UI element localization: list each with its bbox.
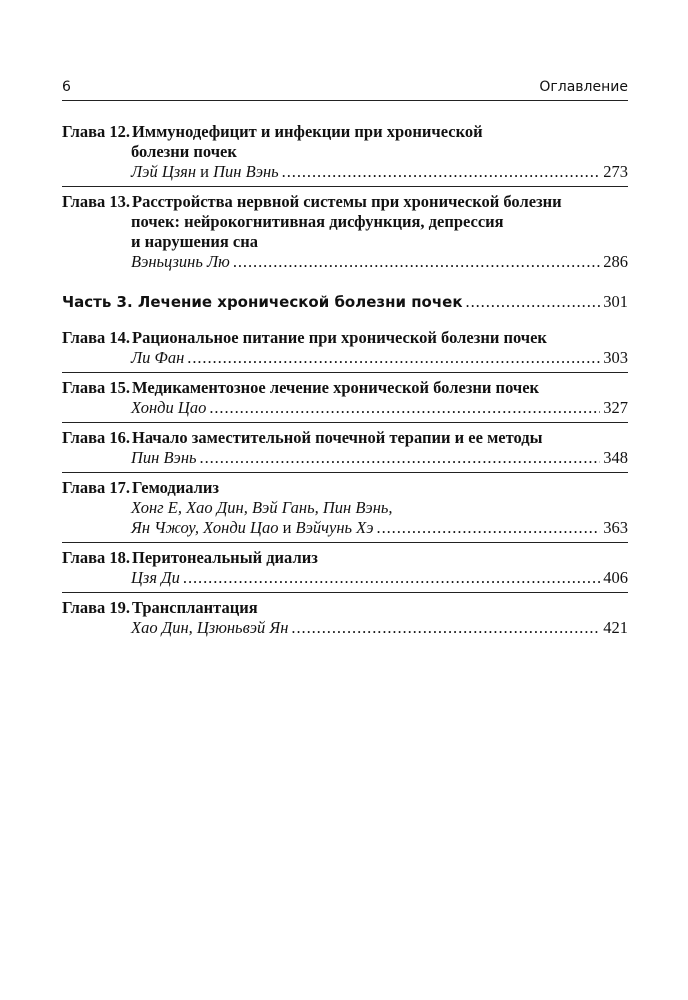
chapter-authors: Цзя Ди bbox=[131, 568, 180, 587]
chapter-title-cont: болезни почек bbox=[131, 142, 237, 161]
toc-entry-chapter-16[interactable] bbox=[62, 428, 628, 473]
page-ref: 301 bbox=[603, 292, 628, 311]
toc-entry-chapter-14[interactable] bbox=[62, 328, 628, 373]
toc-entry-chapter-15[interactable] bbox=[62, 378, 628, 423]
chapter-label: Глава 17. bbox=[62, 478, 131, 497]
section-title: Оглавление bbox=[539, 79, 628, 95]
page-ref: 327 bbox=[603, 398, 628, 417]
toc-entry-chapter-18[interactable] bbox=[62, 548, 628, 593]
dot-leader bbox=[183, 568, 600, 588]
chapter-label: Глава 16. bbox=[62, 428, 131, 447]
page-ref: 273 bbox=[603, 162, 628, 181]
chapter-label: Глава 18. bbox=[62, 548, 131, 567]
dot-leader bbox=[187, 348, 600, 368]
page-ref: 348 bbox=[603, 448, 628, 467]
page-ref: 303 bbox=[603, 348, 628, 367]
chapter-authors-cont bbox=[131, 518, 374, 538]
chapter-authors: Хонди Цао bbox=[131, 398, 207, 417]
dot-leader bbox=[209, 398, 600, 418]
author-conjunction: и bbox=[278, 518, 296, 537]
header-rule bbox=[62, 100, 628, 101]
chapter-title: Рациональное питание при хронической болезни почек bbox=[132, 328, 547, 347]
dot-leader bbox=[233, 252, 600, 272]
chapter-title: Трансплантация bbox=[132, 598, 258, 617]
dot-leader bbox=[291, 618, 600, 638]
page-ref: 406 bbox=[603, 568, 628, 587]
toc-entry-chapter-19[interactable] bbox=[62, 598, 628, 642]
author: Лэй Цзян bbox=[131, 162, 197, 181]
chapter-authors bbox=[131, 162, 279, 182]
chapter-authors: Ли Фан bbox=[131, 348, 185, 367]
author: Пин Вэнь bbox=[213, 162, 279, 181]
page-ref: 286 bbox=[603, 252, 628, 271]
chapter-label: Глава 19. bbox=[62, 598, 131, 617]
chapter-label: Глава 15. bbox=[62, 378, 131, 397]
toc-entry-chapter-12[interactable] bbox=[62, 122, 628, 187]
dot-leader bbox=[200, 448, 601, 468]
chapter-title: Иммунодефицит и инфекции при хронической bbox=[132, 122, 483, 141]
chapter-title: Перитонеальный диализ bbox=[132, 548, 318, 567]
page-ref: 363 bbox=[603, 518, 628, 537]
chapter-authors: Вэньцзинь Лю bbox=[131, 252, 230, 271]
chapter-title: Начало заместительной почечной терапии и ее методы bbox=[132, 428, 543, 447]
chapter-label: Глава 14. bbox=[62, 328, 131, 347]
chapter-label: Глава 12. bbox=[62, 122, 131, 141]
table-of-contents bbox=[62, 122, 628, 647]
chapter-title: Расстройства нервной системы при хронической болезни bbox=[132, 192, 562, 211]
page-ref: 421 bbox=[603, 618, 628, 637]
toc-entry-chapter-13[interactable] bbox=[62, 192, 628, 276]
chapter-label: Глава 13. bbox=[62, 192, 131, 211]
author-conjunction: и bbox=[196, 162, 214, 181]
chapter-authors: Пин Вэнь bbox=[131, 448, 197, 467]
chapter-title-cont: и нарушения сна bbox=[131, 232, 258, 251]
chapter-authors: Хао Дин, Цзюньвэй Ян bbox=[131, 618, 289, 637]
dot-leader bbox=[282, 162, 601, 182]
dot-leader bbox=[377, 518, 601, 538]
chapter-authors: Хонг Е, Хао Дин, Вэй Гань, Пин Вэнь, bbox=[131, 498, 393, 517]
dot-leader bbox=[466, 292, 601, 312]
author: Вэйчунь Хэ bbox=[295, 518, 374, 537]
toc-entry-part-3[interactable] bbox=[62, 292, 628, 312]
chapter-title-cont: почек: нейрокогнитивная дисфункция, депрессия bbox=[131, 212, 504, 231]
author-group: Ян Чжоу, Хонди Цао bbox=[131, 518, 279, 537]
part-title: Часть 3. Лечение хронической болезни почек bbox=[62, 293, 463, 311]
chapter-title: Гемодиализ bbox=[132, 478, 220, 497]
toc-entry-chapter-17[interactable] bbox=[62, 478, 628, 543]
page-number: 6 bbox=[62, 79, 71, 95]
chapter-title: Медикаментозное лечение хронической болезни почек bbox=[132, 378, 540, 397]
